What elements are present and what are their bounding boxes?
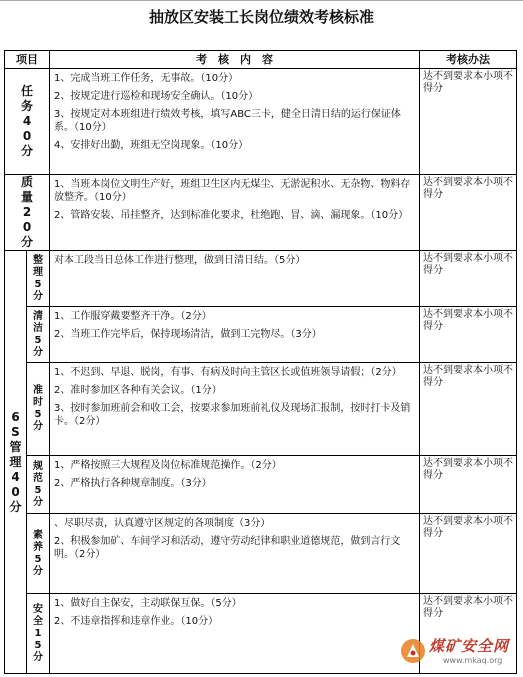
method-cell: 达不到要求本小项不得分 (420, 251, 517, 307)
page-title: 抽放区安装工长岗位绩效考核标准 (148, 8, 374, 26)
table-row (5, 307, 517, 363)
assessment-table (4, 50, 517, 674)
category-quality: 质量20分 (5, 175, 50, 251)
table-row (5, 175, 517, 251)
sub-category: 清洁5分 (27, 307, 50, 363)
method-cell: 达不到要求本小项不得分 (420, 69, 517, 175)
watermark-url: www.mkaq.org (443, 656, 503, 665)
method-cell: 达不到要求本小项不得分 (420, 594, 517, 674)
category-task: 任务40分 (5, 69, 50, 175)
table-row (5, 456, 517, 514)
method-cell: 达不到要求本小项不得分 (420, 456, 517, 514)
watermark-title: 煤矿安全网 (429, 637, 510, 655)
method-cell: 达不到要求本小项不得分 (420, 307, 517, 363)
content-sort: 对本工段当日总体工作进行整理，做到日清日结。（5分） (50, 251, 420, 307)
content-task: 1、完成当班工作任务，无事故。（10分） 2、按规定进行巡检和现场安全确认。（10分） 3、按规定对本班组进行绩效考核，填写ABC三卡，健全日清日结的运行保证体系。（10分） 4、安排好出勤，班组无空岗现象。（10分） (50, 69, 420, 175)
header-content: 考 核 内 容 (50, 51, 420, 69)
method-cell: 达不到要求本小项不得分 (420, 514, 517, 594)
method-cell: 达不到要求本小项不得分 (420, 175, 517, 251)
content-quality: 1、当班本岗位文明生产好，班组卫生区内无煤尘、无淤泥积水、无杂物、物料存放整齐。（10分） 2、管路安装、吊挂整齐，达到标准化要求，杜绝跑、冒、滴、漏现象。（10分） (50, 175, 420, 251)
sub-category: 规范5分 (27, 456, 50, 514)
content-clean: 1、工作服穿戴要整齐干净。（2分） 2、当班工作完毕后，保持现场清洁，做到工完物尽。（3分） (50, 307, 420, 363)
table-row (5, 251, 517, 307)
content-safety: 1、做好自主保安，主动联保互保。（5分） 2、不违章指挥和违章作业。（10分） (50, 594, 420, 674)
category-6s: 6S管理40分 (5, 251, 27, 674)
sub-category: 安全15分 (27, 594, 50, 674)
sub-category: 准时5分 (27, 363, 50, 456)
table-row (5, 514, 517, 594)
mine-logo-icon (399, 637, 427, 665)
table-row (5, 69, 517, 175)
header-item: 项目 (5, 51, 50, 69)
sub-category: 素养5分 (27, 514, 50, 594)
sub-category: 整理5分 (27, 251, 50, 307)
method-cell: 达不到要求本小项不得分 (420, 363, 517, 456)
table-row (5, 363, 517, 456)
table-header-row (5, 51, 517, 69)
top-border (0, 0, 523, 1)
watermark (399, 635, 517, 671)
content-standard: 1、严格按照三大规程及岗位标准规范操作。（2分） 2、严格执行各种规章制度。（3分） (50, 456, 420, 514)
content-literacy: 、尽职尽责，认真遵守区规定的各项制度（3分） 2、积极参加矿、车间学习和活动，遵守劳动纪律和职业道德规范，做到言行文明。（2分） (50, 514, 420, 594)
content-punctual: 1、不迟到、早退、脱岗，有事、有病及时向主管区长或值班领导请假；（2分） 2、准时参加区各种有关会议。（1分） 3、按时参加班前会和收工会，按要求参加班前礼仪及现场汇报制，按时打卡及销卡。（2分） (50, 363, 420, 456)
header-method: 考核办法 (420, 51, 517, 69)
